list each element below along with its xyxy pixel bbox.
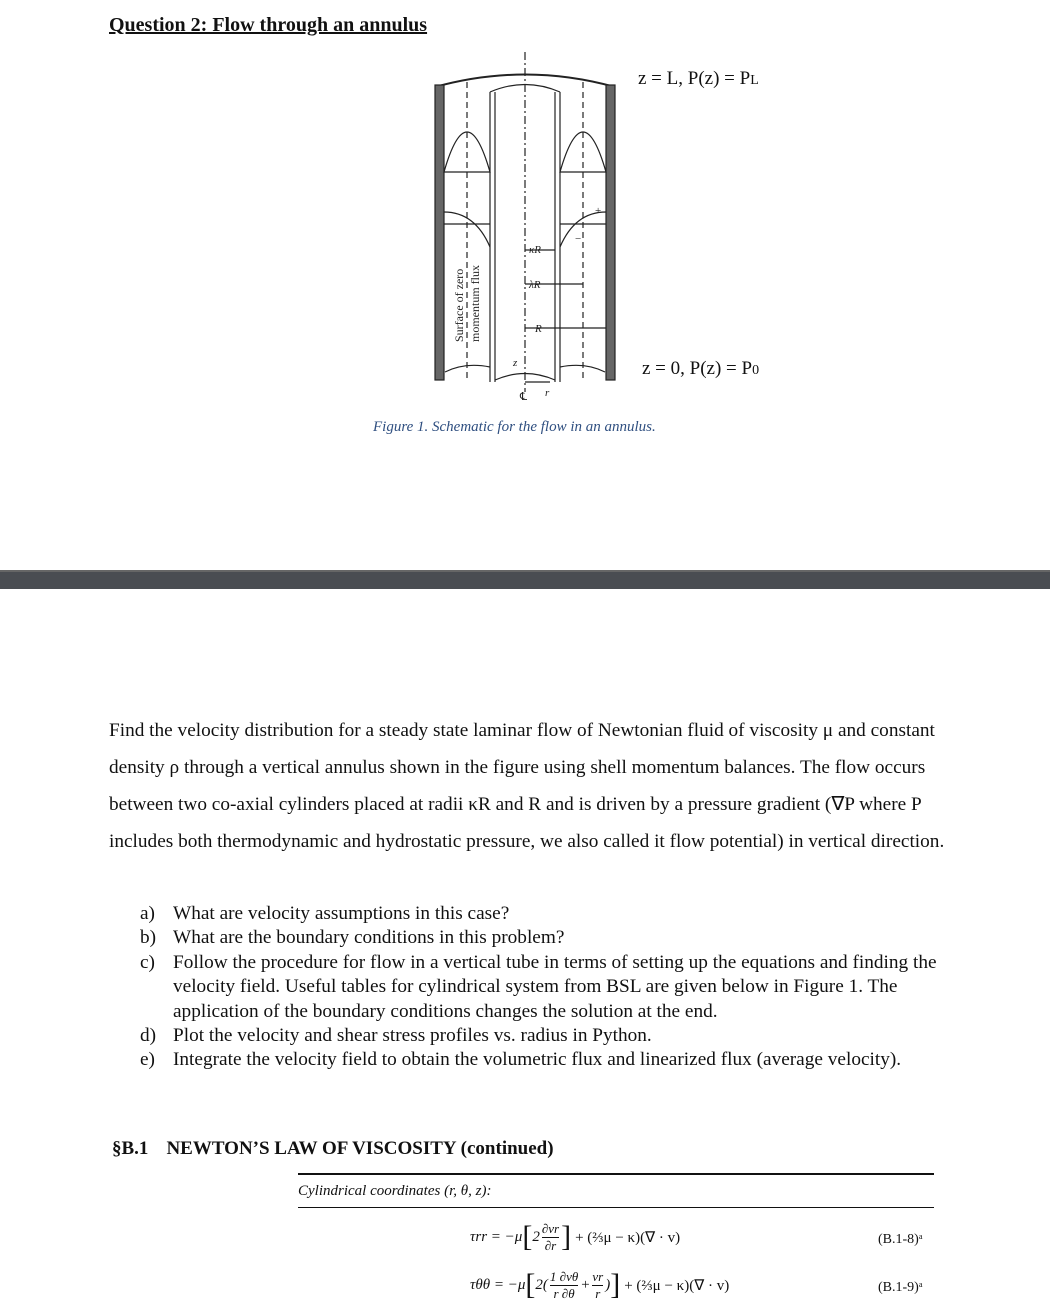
r-label: R	[535, 323, 542, 335]
coordinates-label: Cylindrical coordinates (r, θ, z):	[298, 1183, 492, 1199]
kappa-r-label: κR	[529, 244, 541, 256]
equation-number: (B.1-9)ᵃ	[878, 1280, 923, 1295]
figure-caption: Figure 1. Schematic for the flow in an annulus.	[373, 419, 656, 435]
surface-label-2: momentum flux	[468, 265, 482, 342]
question-list	[140, 902, 940, 1073]
lambda-r-label: λR	[529, 279, 541, 291]
list-item: c) Follow the procedure for flow in a vertical tube in terms of setting up the equations and finding the velocity field. Useful tables for cylindrical system from BSL are given below in Figure 1. The application of the boundary conditions changes the solution at the end.	[140, 951, 937, 1022]
equation-b1-8: τrr = −μ [ 2 $\frac{\partial vr}{\partial r}$ ] + (⅔μ − κ)(∇ · v)	[470, 1220, 681, 1253]
centerline-label: ℄	[520, 391, 528, 402]
r-axis-label: r	[545, 387, 550, 399]
section-heading: §B.1 NEWTON’S LAW OF VISCOSITY (continued)	[112, 1138, 554, 1159]
equation-number: (B.1-8)ᵃ	[878, 1232, 923, 1247]
surface-label-1: Surface of zero	[452, 268, 466, 342]
annulus-schematic	[425, 52, 625, 402]
list-item: d) Plot the velocity and shear stress profiles vs. radius in Python.	[140, 1025, 652, 1047]
minus-label: −	[575, 233, 582, 245]
problem-statement: Find the velocity distribution for a steady state laminar flow of Newtonian fluid of viscosity μ and constant density ρ through a vertical annulus shown in the figure using shell momentum balances. The flow occurs between two co-axial cylinders placed at radii κR and R and is driven by a pressure gradient (∇P where P includes both thermodynamic and hydrostatic pressure, we also called it flow potential) in vertical direction.	[109, 720, 945, 852]
list-item: a) What are velocity assumptions in this case?	[140, 903, 510, 924]
plus-label: +	[595, 205, 602, 217]
table-top-rule	[298, 1173, 934, 1175]
bottom-boundary-condition: z = 0, P(z) = P0	[642, 358, 760, 379]
list-item: e) Integrate the velocity field to obtain the volumetric flux and linearized flux (average velocity).	[140, 1049, 902, 1071]
question-title: Question 2: Flow through an annulus	[109, 14, 428, 36]
list-item: b) What are the boundary conditions in this problem?	[140, 927, 565, 949]
z-axis-label: z	[513, 357, 518, 369]
page-separator	[0, 570, 1050, 589]
equation-b1-9: τθθ = −μ [ 2( $\frac{1 \partial v\theta}{r \partial\theta}$ + $\frac{vr}{r}$ ) ] + (⅔μ − κ)(∇ · v)	[470, 1268, 730, 1301]
table-header-rule	[298, 1207, 934, 1208]
top-boundary-condition: z = L, P(z) = PL	[638, 68, 759, 89]
